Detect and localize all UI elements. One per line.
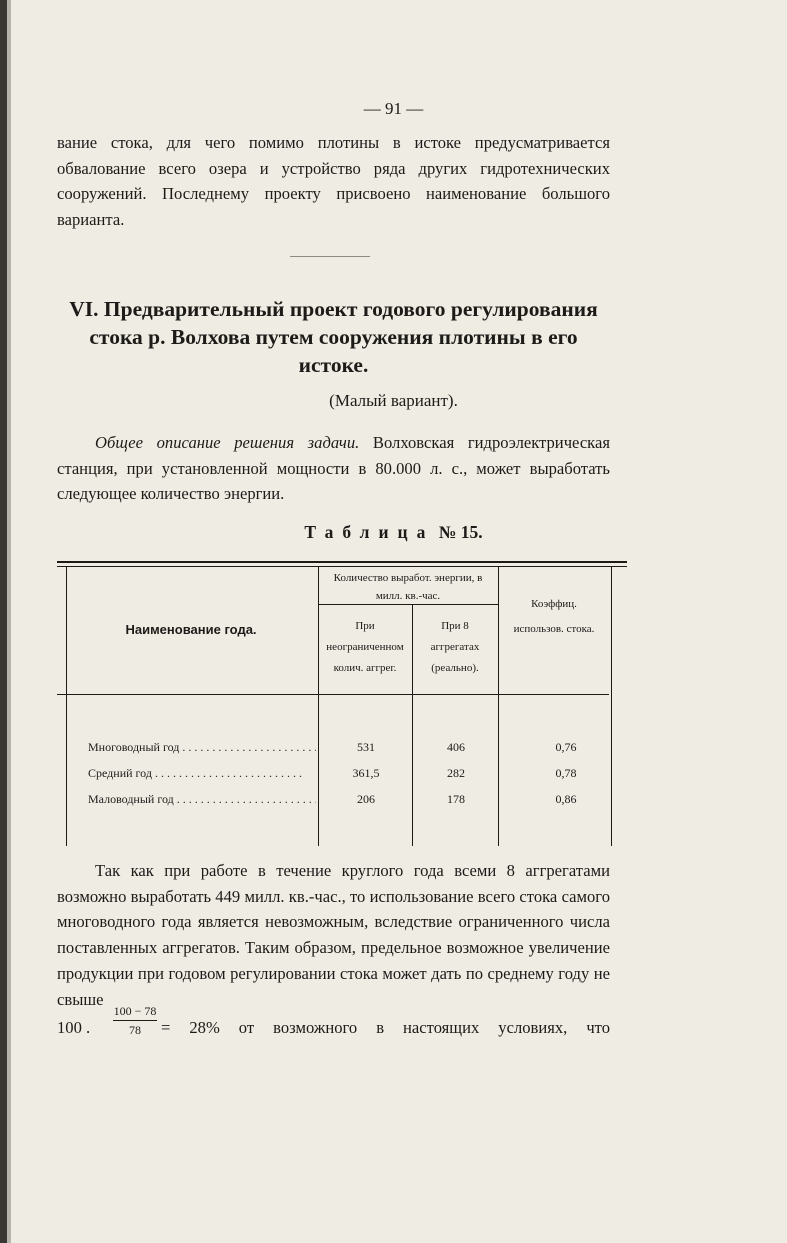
row-value-unlimited: 361,5 [352, 766, 380, 780]
row-name: Маловодный год . . . [88, 792, 316, 807]
table-title-word: Таблица [304, 522, 435, 542]
row-value-eight: 282 [447, 766, 465, 780]
table-left-border [66, 566, 67, 846]
table-title [0, 522, 787, 543]
section-heading: VI. Предварительный проект годового регулирования стока р. Волхова путем сооружения плотины в его истоке. [69, 297, 598, 377]
row-value-eight: 406 [447, 740, 465, 754]
header-coefficient: Коэффиц. использов. стока. [513, 598, 595, 635]
row-value-unlimited: 531 [357, 740, 375, 754]
header-year-name: Наименование года. [125, 622, 257, 637]
page-number: — 91 — [363, 99, 424, 118]
formula-fraction [113, 1004, 157, 1037]
table-title-number: № 15. [438, 522, 483, 542]
row-name: Средний год . . . [88, 766, 316, 781]
book-spine [0, 0, 7, 1243]
paragraph-continuation: вание стока, для чего помимо плотины в истоке предусматривается обвалование всего озера и устройство ряда других гидротехнических сооружений. Последнему проекту присвоено наименование большого варианта. [57, 133, 610, 230]
paragraph-description [57, 430, 610, 507]
table-top-rule-thin [57, 566, 627, 567]
table-top-rule [57, 561, 627, 563]
row-coefficient: 0,78 [555, 766, 577, 780]
table-right-border [611, 566, 612, 846]
table-header-rule [57, 694, 609, 695]
header-energy-group: Количество выработ. энергии, в милл. кв.-час. [333, 572, 483, 602]
table-row [88, 792, 608, 816]
table-row [88, 766, 608, 790]
formula-lead: 100 . [57, 1018, 91, 1037]
book-spine-edge [7, 0, 11, 1243]
row-value-unlimited: 206 [357, 792, 375, 806]
row-value-eight: 178 [447, 792, 465, 806]
fraction-denominator: 78 [129, 1023, 141, 1037]
header-eight-units: При 8 аггрегатах (реально). [430, 620, 480, 674]
row-coefficient: 0,76 [555, 740, 577, 754]
header-unlimited: При неограниченном колич. аггрег. [326, 620, 404, 674]
paragraph-conclusion: Так как при работе в течение круглого года всеми 8 аггрегатами возможно выработать 449 милл. кв.-час., то использование всего стока самого многоводного года является невозможным, вследствие ограниченного числа поставленных аггрегатов. Таким образом, предельное возможное увеличение продукции при годовом регулировании стока может дать по среднему году не свыше [57, 861, 610, 1009]
row-coefficient: 0,86 [555, 792, 577, 806]
fraction-numerator: 100 − 78 [113, 1004, 157, 1018]
table-row [88, 740, 608, 764]
description-text: Волховская гидроэлектрическая станция, при установленной мощности в 80.000 л. с., может выработать следующее количество энергии. [57, 433, 610, 504]
fraction-bar [113, 1020, 157, 1021]
formula-line [57, 1006, 610, 1046]
description-lead: Общее описание решения задачи. [95, 433, 360, 452]
formula-rest: = 28% от возможного в настоящих условиях, что [161, 1018, 610, 1037]
section-subheading: (Малый вариант). [329, 391, 458, 410]
section-divider [290, 256, 370, 257]
row-name: Многоводный год . . . [88, 740, 316, 755]
